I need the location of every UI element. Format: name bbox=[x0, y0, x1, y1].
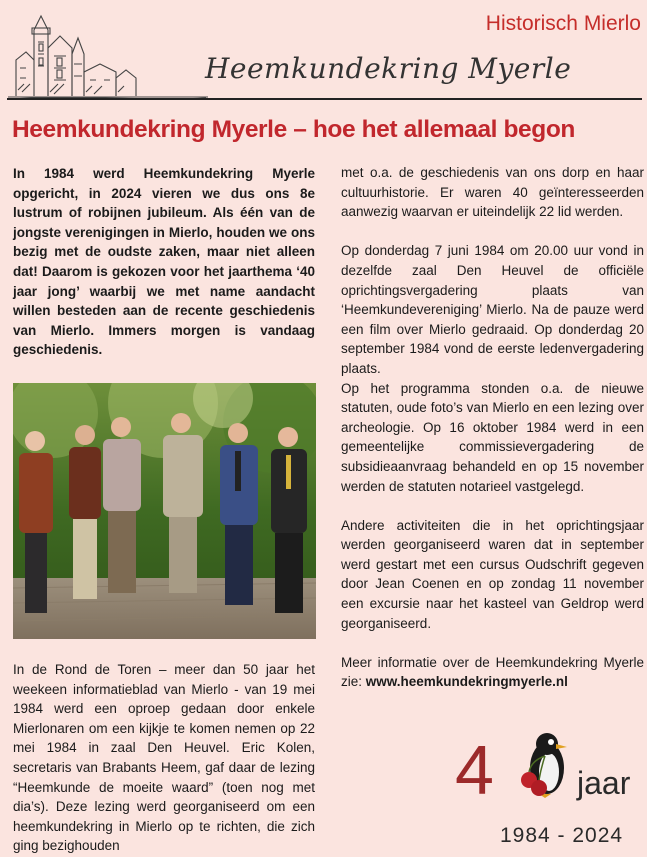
group-photo bbox=[13, 383, 316, 639]
anniversary-word: jaar bbox=[577, 765, 631, 801]
anniversary-digit-4: 4 bbox=[455, 731, 494, 808]
masthead-title: Heemkundekring Myerle bbox=[205, 52, 572, 85]
paragraph-activiteiten: Andere activiteiten die in het oprichtingsjaar werden georganiseerd waren dat in september werd gestart met een cursus Oudschrift gegeven door Jean Coenen en op zondag 11 november een excursie naar het kasteel van Geldrop werd georganiseerd. bbox=[341, 517, 644, 631]
paragraph-programma: Op het programma stonden o.a. de nieuwe statuten, oude foto’s van Mierlo en een lezing over archeologie. Op 16 oktober 1984 werd in een gemeentelijke commissievergadering de subsidieaanvraag behandeld en op 15 november werden de statuten notarieel vastgelegd. bbox=[341, 380, 644, 494]
article-headline: Heemkundekring Myerle – hoe het allemaal begon bbox=[12, 116, 575, 143]
anniversary-years: 1984 - 2024 bbox=[500, 824, 624, 847]
paragraph-continuation: met o.a. de geschiedenis van ons dorp en haar cultuurhistorie. Er waren 40 geïnteresseerden aanwezig waarvan er uiteindelijk 22 lid werden. bbox=[341, 165, 644, 220]
website-link[interactable]: www.heemkundekringmyerle.nl bbox=[365, 674, 568, 690]
paragraph-rond-de-toren: In de Rond de Toren – meer dan 50 jaar het weekeen informatieblad van Mierlo - van 19 mei 1984 werd een oproep gedaan door enkele Mierlonaren om een kijkje te komen nemen op 22 mei 1984 in zaal Den Heuvel. Eric Kolen, secretaris van Brabants Heem, gaf daar de lezing “Heemkunde de moeite waard” (toen nog met dia’s). Deze lezing werd georganiseerd om een heemkundekring in Mierlo op te richten, die zich ging bezighouden bbox=[13, 662, 315, 854]
intro-paragraph: In 1984 werd Heemkundekring Myerle opgericht, in 2024 vieren we dus ons 8e lustrum of robijnen jubileum. Als één van de jongste verenigingen in Mierlo, houden we ons bezig met de oudste zaken, maar niet alleen dat! Daarom is gekozen voor het jaarthema ‘40 jaar jong’ waarbij we met name aandacht willen besteden aan de recente geschiedenis van Mierlo. Immers morgen is vandaag geschiedenis. bbox=[13, 166, 315, 358]
article-column-left bbox=[13, 660, 315, 856]
masthead-header bbox=[0, 0, 647, 98]
more-info-text: Meer informatie over de Heemkundekring Myerle zie: bbox=[341, 654, 644, 690]
header-rule bbox=[7, 98, 642, 100]
article-intro bbox=[13, 164, 315, 360]
article-column-right bbox=[341, 163, 644, 692]
paragraph-oprichting: Op donderdag 7 juni 1984 om 20.00 uur vond in dezelfde zaal Den Heuvel de officiële oprichtingsvergadering plaats van ‘Heemkundevereniging’ Mierlo. Na de pauze werd een film over Mierlo gedraaid. Op donderdag 20 september 1984 vond de eerste ledenvergadering plaats. bbox=[341, 243, 644, 376]
section-tag: Historisch Mierlo bbox=[485, 12, 641, 35]
castle-logo bbox=[8, 8, 208, 100]
anniversary-logo bbox=[455, 728, 640, 808]
group-photo-image bbox=[13, 383, 316, 639]
more-info bbox=[341, 653, 644, 692]
